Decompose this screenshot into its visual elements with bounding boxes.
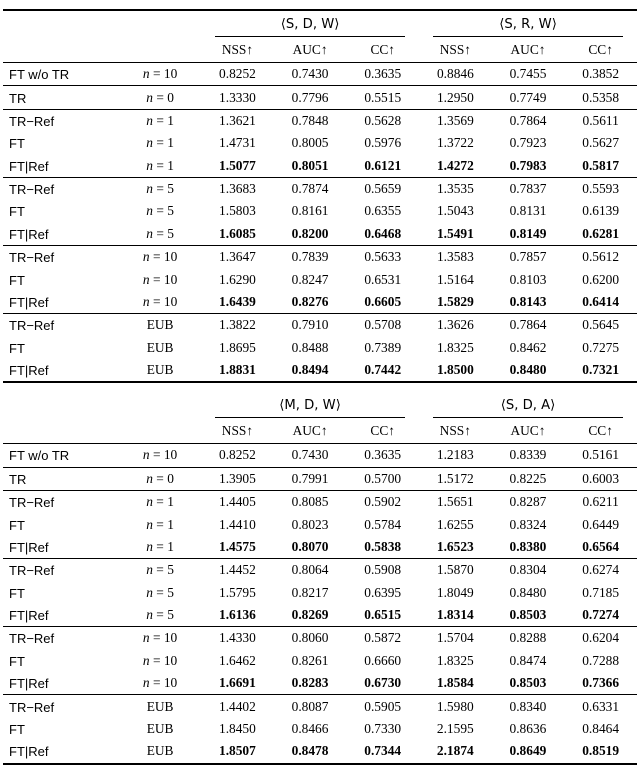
metric-header: NSS↑ — [201, 418, 274, 444]
table-row — [3, 86, 637, 109]
table-section — [3, 559, 637, 627]
column-group-label: ⟨S, D, A⟩ — [419, 383, 637, 418]
value-cell: 0.6564 — [582, 538, 620, 554]
setting-cell: EUB — [119, 314, 201, 337]
table-row — [3, 491, 637, 514]
blank-header-cell — [3, 10, 201, 37]
value-cell: 0.5976 — [364, 135, 402, 151]
metric-header: CC↑ — [564, 418, 637, 444]
value-cell: 0.6281 — [582, 225, 620, 241]
value-cell: 1.5704 — [419, 627, 492, 650]
table-section — [3, 109, 637, 177]
value-cell: 1.5870 — [419, 559, 492, 582]
table-row — [3, 467, 637, 490]
value-cell: 0.5908 — [346, 559, 419, 582]
table-row — [3, 63, 637, 86]
value-cell: 1.3583 — [419, 246, 492, 269]
setting-cell: EUB — [146, 720, 174, 736]
method-cell: FT|Ref — [9, 158, 49, 174]
table-row — [3, 337, 637, 359]
method-cell: FT — [9, 340, 25, 356]
value-cell: 0.8846 — [419, 63, 492, 86]
value-cell: 0.6515 — [364, 607, 402, 623]
value-cell: 0.8488 — [291, 339, 329, 355]
value-cell: 0.6468 — [364, 225, 402, 241]
value-cell: 1.5077 — [219, 157, 256, 173]
value-cell: 0.8252 — [201, 444, 274, 467]
method-cell: FT — [9, 653, 25, 669]
value-cell: 0.8247 — [291, 271, 329, 287]
value-cell: 1.6691 — [219, 675, 256, 691]
setting-cell: n = 5 — [146, 607, 174, 623]
value-cell: 1.8831 — [219, 362, 256, 378]
table-row — [3, 109, 637, 132]
value-cell: 0.5700 — [346, 467, 419, 490]
value-cell: 0.8287 — [492, 491, 565, 514]
metric-header: AUC↑ — [492, 418, 565, 444]
method-cell: TR−Ref — [3, 559, 119, 582]
value-cell: 0.8149 — [509, 225, 547, 241]
setting-cell: n = 10 — [119, 444, 201, 467]
value-cell: 0.5358 — [564, 86, 637, 109]
method-cell: TR−Ref — [3, 627, 119, 650]
value-cell: 0.5817 — [582, 157, 620, 173]
table-section — [3, 246, 637, 314]
value-cell: 0.8051 — [291, 157, 329, 173]
method-cell: TR−Ref — [3, 491, 119, 514]
value-cell: 0.8466 — [291, 720, 329, 736]
value-cell: 0.6204 — [564, 627, 637, 650]
value-cell: 0.7848 — [274, 109, 347, 132]
results-table-top — [3, 9, 637, 383]
group-header-row — [3, 383, 637, 418]
value-cell: 0.8464 — [582, 720, 620, 736]
value-cell: 0.8503 — [509, 675, 547, 691]
value-cell: 1.2950 — [419, 86, 492, 109]
value-cell: 0.7839 — [274, 246, 347, 269]
value-cell: 0.8649 — [509, 743, 547, 759]
metric-header: AUC↑ — [274, 418, 347, 444]
setting-cell: n = 1 — [146, 538, 174, 554]
value-cell: 0.8085 — [274, 491, 347, 514]
method-cell: FT w/o TR — [3, 63, 119, 86]
value-cell: 1.8314 — [436, 607, 474, 623]
table-section — [3, 314, 637, 383]
table-row — [3, 672, 637, 695]
value-cell: 0.6003 — [564, 467, 637, 490]
value-cell: 0.8131 — [509, 203, 547, 219]
method-cell: FT|Ref — [9, 294, 49, 310]
method-cell: FT — [9, 517, 25, 533]
value-cell: 0.7991 — [274, 467, 347, 490]
value-cell: 1.8695 — [219, 339, 256, 355]
table-section — [3, 491, 637, 559]
value-cell: 1.8325 — [436, 339, 474, 355]
value-cell: 0.5645 — [564, 314, 637, 337]
method-cell: FT|Ref — [9, 539, 49, 555]
setting-cell: n = 10 — [142, 271, 178, 287]
value-cell: 0.5784 — [364, 516, 402, 532]
metric-header-row — [3, 37, 637, 63]
setting-cell: n = 1 — [146, 157, 174, 173]
value-cell: 1.6085 — [219, 225, 256, 241]
value-cell: 0.7983 — [509, 157, 547, 173]
metric-header: NSS↑ — [419, 37, 492, 63]
setting-cell: n = 10 — [142, 652, 178, 668]
value-cell: 0.7442 — [364, 362, 402, 378]
setting-cell: n = 10 — [142, 675, 178, 691]
value-cell: 0.6395 — [364, 584, 402, 600]
value-cell: 0.8005 — [291, 135, 329, 151]
value-cell: 0.8070 — [291, 538, 329, 554]
value-cell: 0.7330 — [364, 720, 402, 736]
table-row — [3, 627, 637, 650]
value-cell: 0.5633 — [346, 246, 419, 269]
setting-cell: n = 5 — [146, 225, 174, 241]
value-cell: 0.8462 — [509, 339, 547, 355]
value-cell: 0.6121 — [364, 157, 402, 173]
value-cell: 0.7910 — [274, 314, 347, 337]
method-cell: TR — [3, 86, 119, 109]
value-cell: 0.5838 — [364, 538, 402, 554]
value-cell: 1.5491 — [436, 225, 474, 241]
value-cell: 0.8478 — [291, 743, 329, 759]
table-section — [3, 695, 637, 764]
value-cell: 0.3852 — [564, 63, 637, 86]
blank-header-cell — [3, 383, 201, 418]
value-cell: 0.6211 — [564, 491, 637, 514]
value-cell: 2.1595 — [436, 720, 474, 736]
method-cell: FT|Ref — [9, 363, 49, 379]
results-table-bottom — [3, 383, 637, 764]
table-row — [3, 604, 637, 627]
value-cell: 1.4410 — [219, 516, 256, 532]
value-cell: 1.8507 — [219, 743, 256, 759]
table-row — [3, 718, 637, 740]
method-cell: TR−Ref — [3, 695, 119, 718]
blank-header-cell — [3, 418, 201, 444]
value-cell: 0.7923 — [509, 135, 547, 151]
method-cell: TR−Ref — [3, 109, 119, 132]
table-row — [3, 246, 637, 269]
value-cell: 0.5515 — [346, 86, 419, 109]
table-row — [3, 582, 637, 604]
value-cell: 1.3569 — [419, 109, 492, 132]
value-cell: 0.8064 — [274, 559, 347, 582]
method-cell: TR−Ref — [3, 177, 119, 200]
table-section — [3, 177, 637, 245]
value-cell: 1.3626 — [419, 314, 492, 337]
value-cell: 0.8103 — [509, 271, 547, 287]
value-cell: 0.5611 — [564, 109, 637, 132]
table-section — [3, 63, 637, 86]
table-row — [3, 177, 637, 200]
value-cell: 1.8049 — [436, 584, 474, 600]
table-row — [3, 155, 637, 178]
value-cell: 1.4452 — [201, 559, 274, 582]
value-cell: 0.5612 — [564, 246, 637, 269]
setting-cell: n = 10 — [142, 293, 178, 309]
setting-cell: n = 1 — [119, 491, 201, 514]
value-cell: 0.5593 — [564, 177, 637, 200]
value-cell: 0.7366 — [582, 675, 620, 691]
value-cell: 0.5659 — [346, 177, 419, 200]
value-cell: 1.5651 — [419, 491, 492, 514]
value-cell: 0.8143 — [509, 293, 547, 309]
value-cell: 0.8225 — [492, 467, 565, 490]
setting-cell: n = 0 — [119, 86, 201, 109]
value-cell: 0.8494 — [291, 362, 329, 378]
table-row — [3, 291, 637, 314]
value-cell: 0.5628 — [346, 109, 419, 132]
value-cell: 0.8503 — [509, 607, 547, 623]
value-cell: 0.8474 — [509, 652, 547, 668]
value-cell: 0.8339 — [492, 444, 565, 467]
method-cell: FT|Ref — [9, 676, 49, 692]
table-header — [3, 10, 637, 63]
value-cell: 1.3822 — [201, 314, 274, 337]
setting-cell: n = 10 — [119, 246, 201, 269]
value-cell: 0.6355 — [364, 203, 402, 219]
value-cell: 0.7864 — [492, 109, 565, 132]
value-cell: 0.7864 — [492, 314, 565, 337]
value-cell: 2.1874 — [436, 743, 474, 759]
value-cell: 0.7857 — [492, 246, 565, 269]
table-row — [3, 200, 637, 222]
value-cell: 0.8060 — [274, 627, 347, 650]
value-cell: 0.8380 — [509, 538, 547, 554]
setting-cell: n = 5 — [146, 203, 174, 219]
value-cell: 1.8325 — [436, 652, 474, 668]
value-cell: 0.8200 — [291, 225, 329, 241]
table-section — [3, 444, 637, 467]
method-cell: FT|Ref — [9, 608, 49, 624]
value-cell: 0.6531 — [364, 271, 402, 287]
value-cell: 0.6414 — [582, 293, 620, 309]
value-cell: 0.7288 — [582, 652, 620, 668]
setting-cell: n = 1 — [146, 516, 174, 532]
value-cell: 1.3722 — [436, 135, 474, 151]
value-cell: 0.8304 — [492, 559, 565, 582]
setting-cell: n = 1 — [146, 135, 174, 151]
value-cell: 0.8087 — [274, 695, 347, 718]
metric-header: CC↑ — [346, 37, 419, 63]
table-row — [3, 359, 637, 382]
value-cell: 0.5872 — [346, 627, 419, 650]
setting-cell: n = 10 — [119, 627, 201, 650]
setting-cell: n = 5 — [119, 559, 201, 582]
value-cell: 1.6439 — [219, 293, 256, 309]
setting-cell: n = 1 — [119, 109, 201, 132]
table-row — [3, 314, 637, 337]
value-cell: 1.4405 — [201, 491, 274, 514]
method-cell: TR−Ref — [3, 314, 119, 337]
value-cell: 0.6274 — [564, 559, 637, 582]
method-cell: FT|Ref — [9, 744, 49, 760]
value-cell: 1.3683 — [201, 177, 274, 200]
blank-header-cell — [3, 37, 201, 63]
value-cell: 0.8519 — [582, 743, 620, 759]
value-cell: 0.7796 — [274, 86, 347, 109]
value-cell: 1.5795 — [219, 584, 256, 600]
value-cell: 1.3330 — [201, 86, 274, 109]
value-cell: 0.8283 — [291, 675, 329, 691]
table-row — [3, 559, 637, 582]
value-cell: 1.8584 — [436, 675, 474, 691]
value-cell: 1.5043 — [436, 203, 474, 219]
value-cell: 0.8217 — [291, 584, 329, 600]
method-cell: FT — [9, 204, 25, 220]
value-cell: 1.5803 — [219, 203, 256, 219]
table-header — [3, 383, 637, 444]
value-cell: 0.7389 — [364, 339, 402, 355]
value-cell: 0.8276 — [291, 293, 329, 309]
value-cell: 0.8480 — [509, 584, 547, 600]
value-cell: 1.3647 — [201, 246, 274, 269]
value-cell: 0.6660 — [364, 652, 402, 668]
table-row — [3, 695, 637, 718]
value-cell: 0.8340 — [492, 695, 565, 718]
value-cell: 0.7749 — [492, 86, 565, 109]
value-cell: 0.7430 — [274, 444, 347, 467]
method-cell: FT w/o TR — [3, 444, 119, 467]
value-cell: 0.6200 — [582, 271, 620, 287]
value-cell: 0.6139 — [582, 203, 620, 219]
value-cell: 0.8288 — [492, 627, 565, 650]
value-cell: 1.6290 — [219, 271, 256, 287]
value-cell: 0.8480 — [509, 362, 547, 378]
value-cell: 0.5627 — [582, 135, 620, 151]
metric-header: NSS↑ — [201, 37, 274, 63]
value-cell: 1.5164 — [436, 271, 474, 287]
setting-cell: n = 5 — [119, 177, 201, 200]
value-cell: 1.6136 — [219, 607, 256, 623]
value-cell: 1.6523 — [436, 538, 474, 554]
value-cell: 1.8500 — [436, 362, 474, 378]
value-cell: 0.7321 — [582, 362, 620, 378]
metric-header-row — [3, 418, 637, 444]
value-cell: 0.6605 — [364, 293, 402, 309]
value-cell: 0.5708 — [346, 314, 419, 337]
value-cell: 0.5902 — [346, 491, 419, 514]
group-header-row — [3, 10, 637, 37]
method-cell: TR — [3, 467, 119, 490]
table-row — [3, 223, 637, 246]
value-cell: 0.7837 — [492, 177, 565, 200]
value-cell: 0.7430 — [274, 63, 347, 86]
value-cell: 0.8161 — [291, 203, 329, 219]
method-cell: FT — [9, 721, 25, 737]
setting-cell: EUB — [146, 743, 174, 759]
table-row — [3, 268, 637, 290]
table-section — [3, 86, 637, 109]
setting-cell: n = 0 — [119, 467, 201, 490]
method-cell: FT — [9, 136, 25, 152]
table-row — [3, 444, 637, 467]
value-cell: 1.6255 — [436, 516, 474, 532]
value-cell: 1.4402 — [201, 695, 274, 718]
value-cell: 0.7275 — [582, 339, 620, 355]
metric-header: AUC↑ — [274, 37, 347, 63]
value-cell: 1.2183 — [419, 444, 492, 467]
value-cell: 0.8636 — [509, 720, 547, 736]
value-cell: 0.3635 — [346, 63, 419, 86]
value-cell: 1.5172 — [419, 467, 492, 490]
table-row — [3, 132, 637, 154]
setting-cell: EUB — [119, 695, 201, 718]
table-row — [3, 536, 637, 559]
setting-cell: n = 10 — [119, 63, 201, 86]
column-group-label: ⟨S, R, W⟩ — [419, 10, 637, 37]
value-cell: 1.5980 — [419, 695, 492, 718]
value-cell: 1.4330 — [201, 627, 274, 650]
metric-header: AUC↑ — [492, 37, 565, 63]
table-section — [3, 467, 637, 490]
value-cell: 1.4731 — [219, 135, 256, 151]
value-cell: 1.4575 — [219, 538, 256, 554]
value-cell: 0.8252 — [201, 63, 274, 86]
method-cell: FT — [9, 585, 25, 601]
value-cell: 1.4272 — [436, 157, 474, 173]
setting-cell: EUB — [146, 362, 174, 378]
value-cell: 1.3621 — [201, 109, 274, 132]
value-cell: 1.3535 — [419, 177, 492, 200]
table-row — [3, 513, 637, 535]
value-cell: 1.5829 — [436, 293, 474, 309]
value-cell: 0.7274 — [582, 607, 620, 623]
value-cell: 0.7185 — [582, 584, 620, 600]
setting-cell: n = 5 — [146, 584, 174, 600]
table-row — [3, 740, 637, 763]
value-cell: 1.3905 — [201, 467, 274, 490]
value-cell: 0.6449 — [582, 516, 620, 532]
metric-header: CC↑ — [564, 37, 637, 63]
value-cell: 0.8324 — [509, 516, 547, 532]
value-cell: 0.3635 — [346, 444, 419, 467]
metric-header: NSS↑ — [419, 418, 492, 444]
value-cell: 0.8261 — [291, 652, 329, 668]
metric-header: CC↑ — [346, 418, 419, 444]
method-cell: FT|Ref — [9, 226, 49, 242]
column-group-label: ⟨S, D, W⟩ — [201, 10, 419, 37]
value-cell: 0.5905 — [346, 695, 419, 718]
value-cell: 0.6730 — [364, 675, 402, 691]
value-cell: 0.7874 — [274, 177, 347, 200]
method-cell: TR−Ref — [3, 246, 119, 269]
value-cell: 0.7344 — [364, 743, 402, 759]
table-section — [3, 627, 637, 695]
column-group-label: ⟨M, D, W⟩ — [201, 383, 419, 418]
method-cell: FT — [9, 272, 25, 288]
value-cell: 0.6331 — [564, 695, 637, 718]
value-cell: 0.5161 — [564, 444, 637, 467]
value-cell: 1.8450 — [219, 720, 256, 736]
value-cell: 1.6462 — [219, 652, 256, 668]
value-cell: 0.7455 — [492, 63, 565, 86]
table-row — [3, 650, 637, 672]
setting-cell: EUB — [146, 339, 174, 355]
value-cell: 0.8269 — [291, 607, 329, 623]
value-cell: 0.8023 — [291, 516, 329, 532]
